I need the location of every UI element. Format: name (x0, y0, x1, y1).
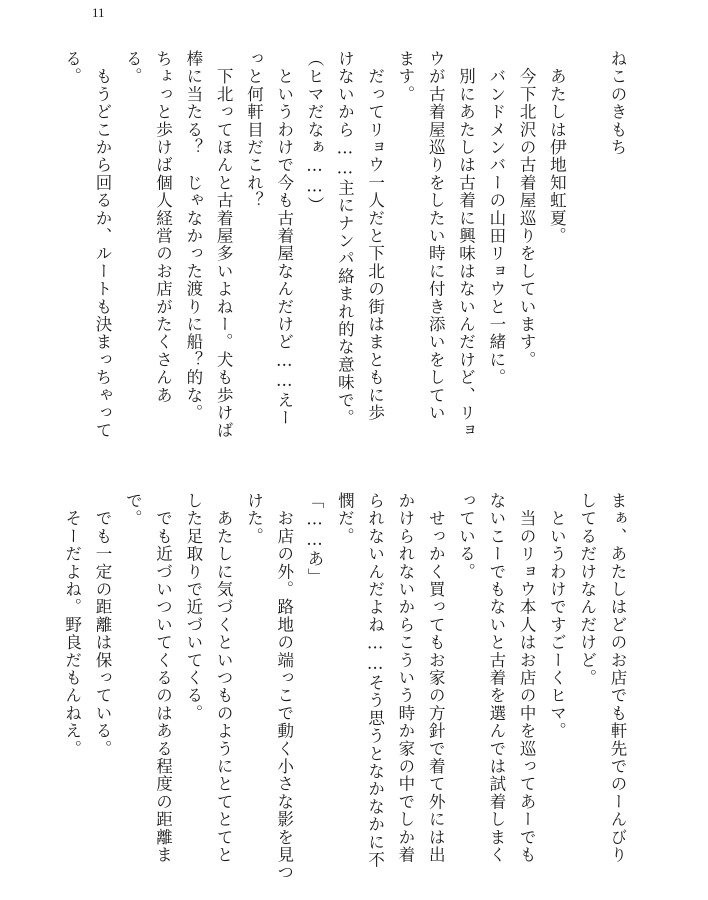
lower-text-line: あたしに気づくといつものようにとてとてと (214, 492, 234, 864)
lower-text-line: お店の外。路地の端っこで動く小さな影を見つ (274, 492, 294, 882)
upper-text-line (571, 50, 601, 450)
lower-text-line: でも近づいついてくるのはある程度の距離ま (153, 492, 173, 864)
upper-text-line: ねこのきもち (608, 50, 627, 157)
upper-text-line: だってリョウ一人だと下北の街はまともに歩 (365, 50, 385, 422)
upper-text-line: けないから……主にナンパ絡まれ的な意味で。 (335, 50, 355, 427)
upper-text-line: る。 (123, 50, 143, 86)
lower-text-line: そーだよね。野良だもんねえ。 (62, 492, 82, 758)
lower-text-line: ないこーでもないと古着を選んでは試着しまく (486, 492, 506, 864)
upper-text-line: 別にあたしは古着に興味はないんだけど、リョ (456, 50, 476, 440)
lower-text-line: かけられないからこういう時か家の中でしか着 (395, 492, 415, 864)
upper-text-line: ます。 (395, 50, 415, 104)
lower-text-line: 「……あ」 (305, 492, 325, 586)
upper-text-line: 今下北沢の古着屋巡りをしています。 (517, 50, 537, 369)
lower-text-line: してるだけなんだけど。 (577, 492, 597, 687)
upper-text-line: ちょっと歩けば個人経営のお店がたくさんあ (153, 50, 173, 404)
upper-text-line: っと何軒目だこれ？ (244, 50, 264, 210)
upper-text-line: 下北ってほんと古着屋多いよねー。犬も歩けば (214, 50, 234, 440)
lower-text-line: っている。 (456, 492, 476, 581)
lower-text-line: られないんだよね……そう思うとなかなかに不 (365, 492, 385, 869)
lower-text-line: でも一定の距離は保っている。 (92, 492, 112, 758)
upper-text-line: 棒に当たる？ じゃなかった渡りに船？的な。 (183, 50, 203, 422)
lower-text-line: けた。 (244, 492, 264, 546)
lower-text-line: まぁ、あたしはどのお店でも軒先でのーんびり (608, 492, 627, 864)
page-number: 11 (92, 5, 105, 20)
lower-text-line: した足取りで近づいてくる。 (183, 492, 203, 723)
upper-text-line: もうどこから回るか、ルートも決まっちゃって (92, 50, 112, 440)
upper-text-line: ウが古着屋巡りをしたい時に付き添いをしてい (426, 50, 446, 422)
lower-text-line: というわけですごーくヒマ。 (547, 492, 567, 740)
lower-text-line: で。 (123, 492, 143, 528)
upper-text-line: る。 (62, 50, 82, 86)
lower-text-line: せっかく買ってもお家の方針で着て外には出 (426, 492, 446, 864)
lower-text-line: 当のリョウ本人はお店の中を巡ってあーでも (517, 492, 537, 864)
lower-text-line: 憫だ。 (335, 492, 355, 546)
upper-text-line: バンドメンバーの山田リョウと一緒に。 (486, 50, 506, 387)
upper-text-block (56, 50, 632, 450)
upper-text-line: （ヒマだなぁ……） (305, 50, 325, 215)
lower-text-block (56, 492, 632, 892)
upper-text-line: あたしは伊地知虹夏。 (547, 50, 567, 245)
upper-text-line: というわけで今も古着屋なんだけど……えー (274, 50, 294, 427)
